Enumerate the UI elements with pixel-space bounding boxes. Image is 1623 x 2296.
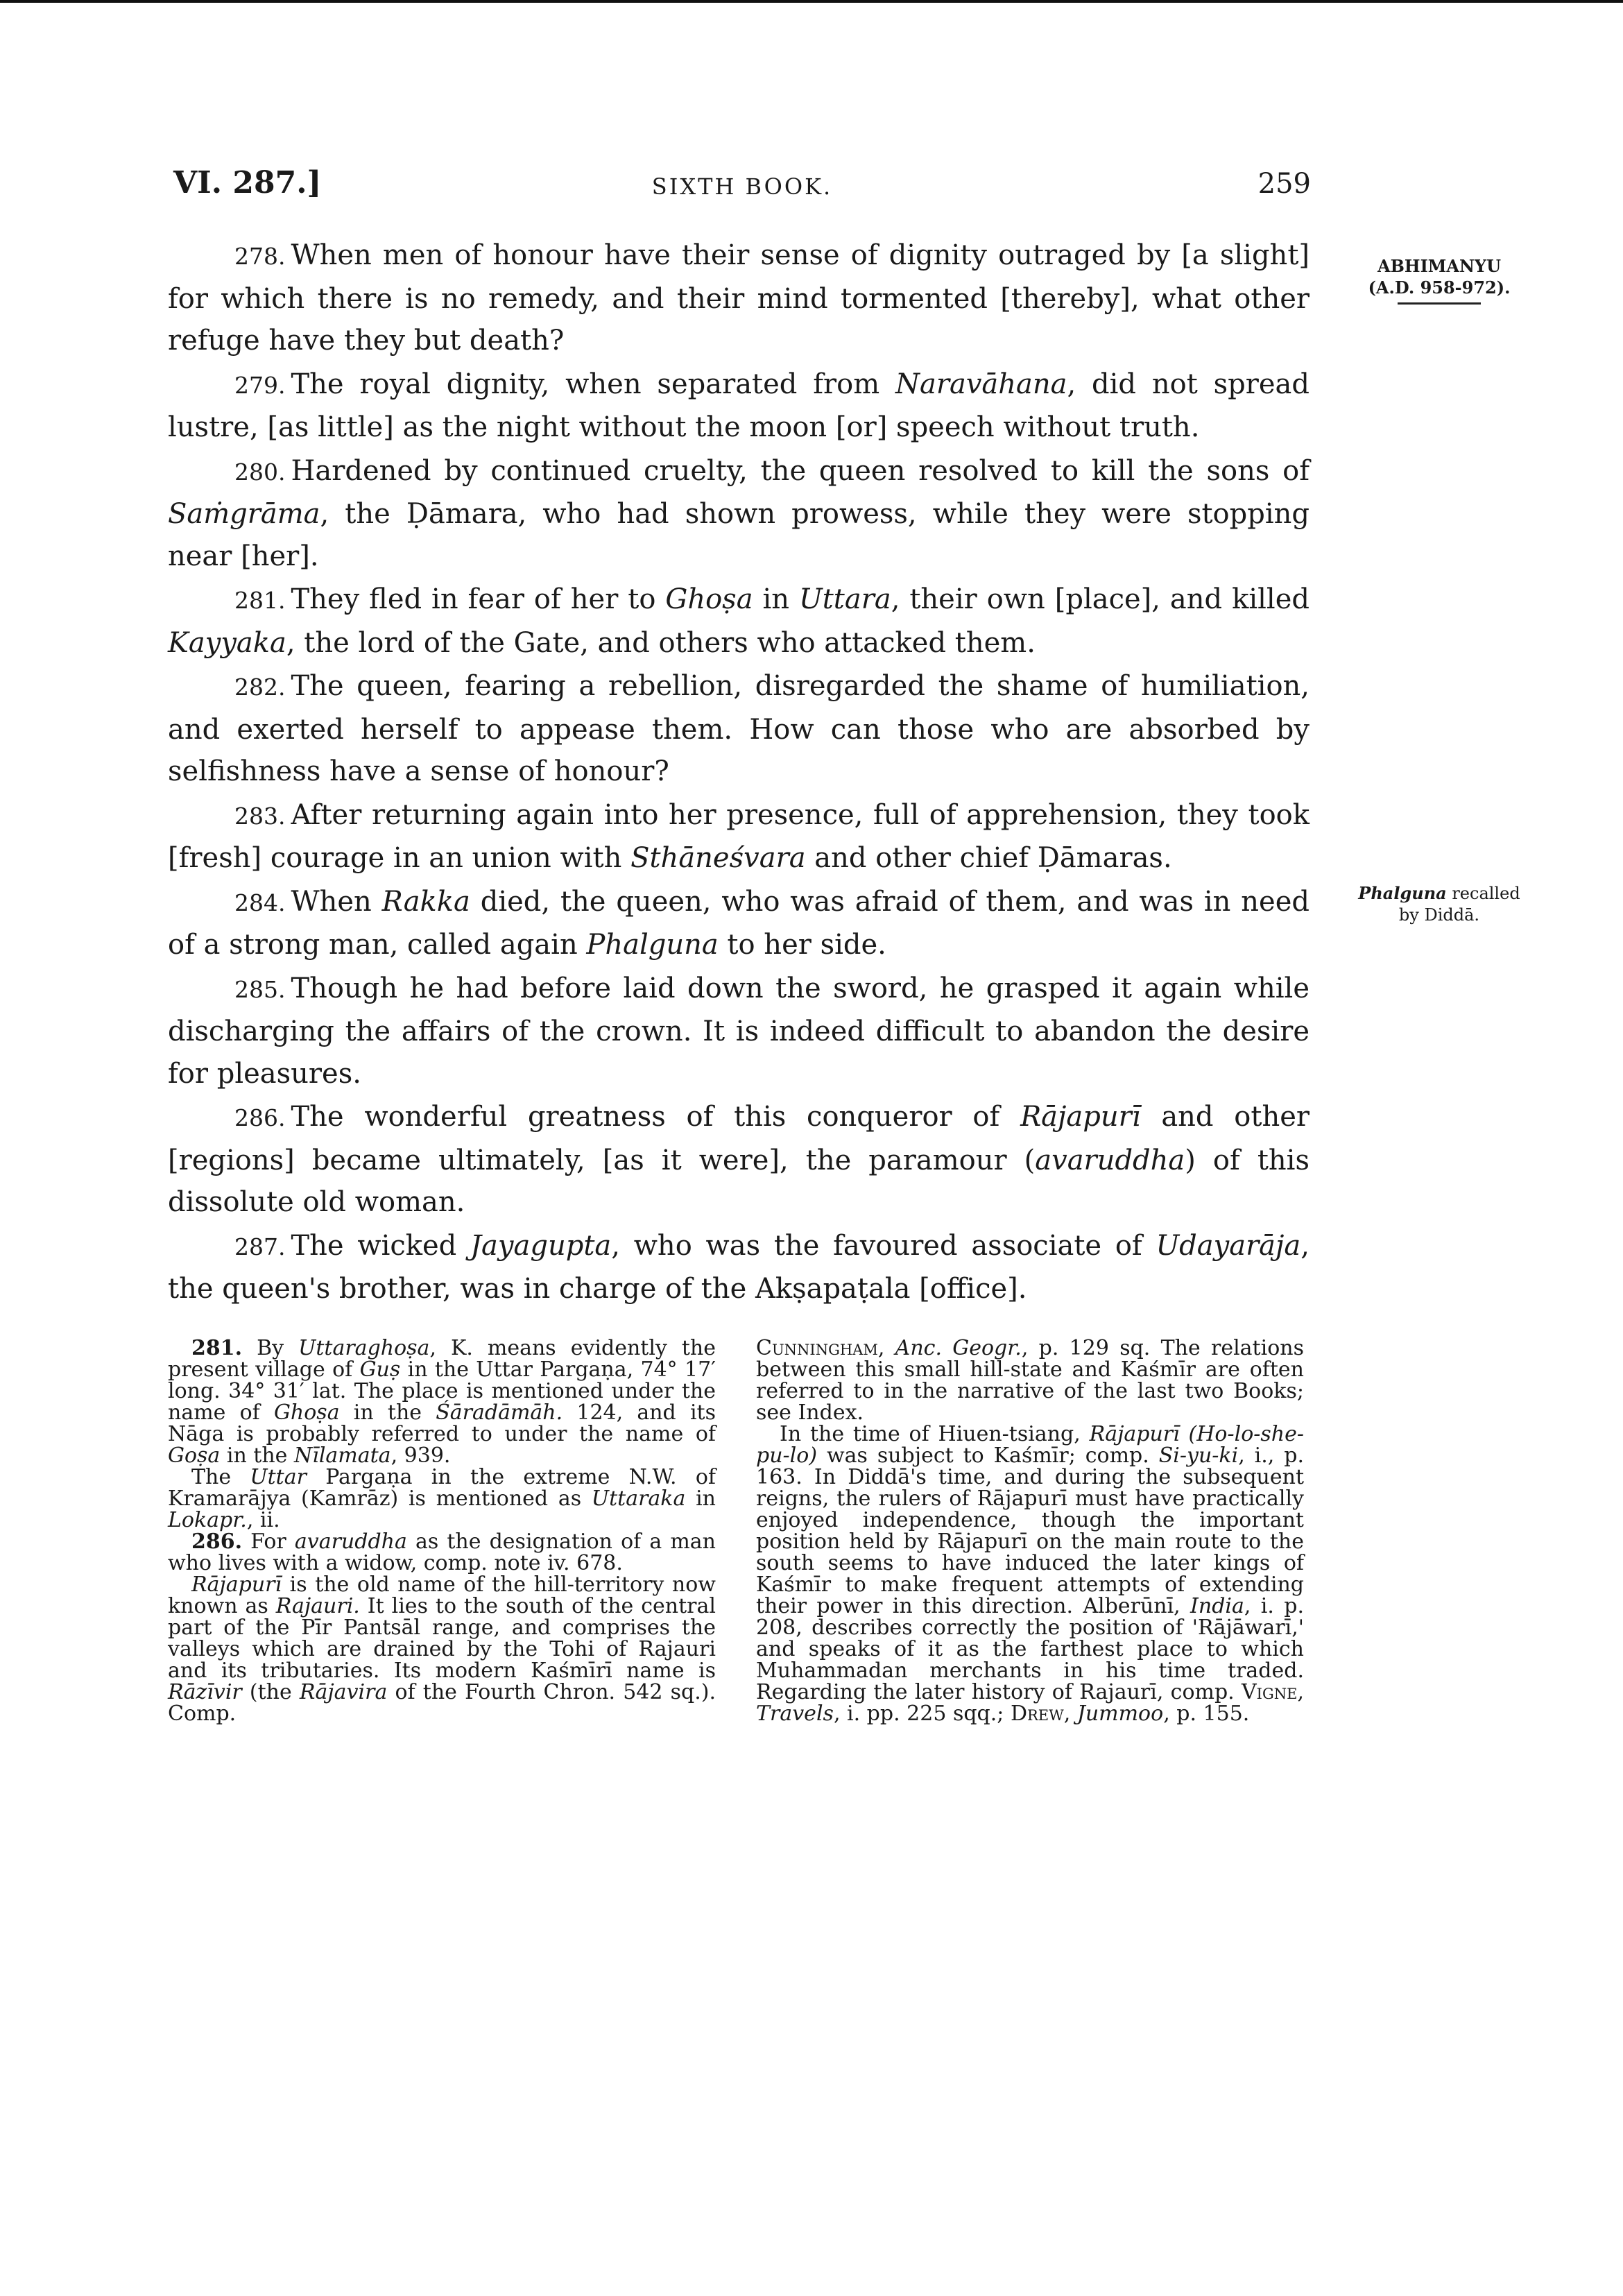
verse-name: Sthāneśvara (630, 842, 806, 874)
footnote-text: was subject to Kaśmīr; comp. (817, 1443, 1159, 1468)
footnote-text: 124, and its Nāga is probably referred to under the name of (168, 1400, 716, 1446)
verse-280 (168, 450, 1309, 578)
verse-text: and other chief Ḍāmaras. (805, 842, 1172, 874)
footnote-281 (168, 1337, 716, 1466)
verse-text: They fled in fear of her to (291, 583, 666, 615)
verse-text: ) of this dissolute old woman. (168, 1144, 1309, 1218)
verse-287 (168, 1225, 1309, 1310)
verse-text: , the queen's brother, was in charge of the Akṣapaṭala [office]. (168, 1229, 1309, 1305)
margin-note-phalguna (1352, 882, 1526, 926)
verse-name: Phalguna (586, 929, 719, 961)
margin-note-dates: (A.D. 958-972). (1368, 277, 1511, 298)
verse-name: Jayagupta (470, 1229, 612, 1262)
footnote-name: Rājapurī (Ho-lo-she-pu-lo) (756, 1422, 1304, 1468)
verse-text: When (291, 885, 382, 918)
footnote-text: For (242, 1530, 295, 1554)
footnote-name: Uttar (250, 1465, 307, 1489)
footnote-name: Śāradāmāh. (436, 1400, 563, 1425)
verse-text: , did not spread lustre, [as little] as the night without the moon [or] speech without truth. (168, 368, 1309, 443)
footnote-name: Nīlamata (293, 1443, 391, 1468)
verse-text: When men of honour have their sense of dignity outraged by [a slight] for which there is no remedy, and their mind tormented [thereby], what other refuge have they but death? (168, 239, 1309, 357)
footnote-text: , K. means evidently the present village of (168, 1336, 716, 1382)
verse-text: The wicked (291, 1229, 471, 1262)
page-header (173, 165, 1311, 209)
footnote-name: Guṣ (359, 1357, 401, 1382)
footnote-name: Rāzīvir (168, 1680, 242, 1704)
footnote-title: Travels (756, 1702, 834, 1726)
verse-text: , the lord of the Gate, and others who attacked them. (286, 626, 1036, 659)
running-title: SIXTH BOOK. (651, 173, 833, 200)
footnote-text: In the time of Hiuen-tsiang, (780, 1422, 1090, 1446)
footnote-title: India (1190, 1594, 1244, 1618)
verse-278 (168, 234, 1309, 362)
footnote-term: avaruddha (294, 1530, 407, 1554)
verse-text: , the Ḍāmara, who had shown prowess, while they were stopping near [her]. (168, 498, 1309, 572)
footnote-text: , p. 155. (1163, 1702, 1250, 1726)
footnote-name: Uttaraka (591, 1487, 686, 1511)
footnote-text: as the designation of a man who lives with a widow, comp. note iv. 678. (168, 1530, 716, 1575)
footnote-286-history (756, 1423, 1304, 1724)
footnote-author: Vigne, (1242, 1680, 1304, 1704)
footnote-column-left (168, 1337, 716, 1724)
main-text (168, 234, 1309, 1312)
footnote-text: , p. 129 sq. The relations between this small hill-state and Kaśmīr are often referred to in the narrative of the last two Books; see Index. (756, 1336, 1304, 1425)
footnote-286 (168, 1531, 716, 1574)
verse-term: avaruddha (1035, 1144, 1185, 1176)
footnote-number: 286. (191, 1530, 243, 1554)
verse-text: and other [regions] became ultimately, [as it were], the paramour ( (168, 1101, 1309, 1176)
footnote-text: is the old name of the hill-territory now known as (168, 1573, 716, 1618)
verse-text: to her side. (718, 929, 886, 961)
footnote-text: , i., p. 163. In Diddā's time, and during the subsequent reigns, the rulers of Rājapurī must have practically enjoyed independence, though the important position held by Rājapurī on the main route to the south seems to have induced the later kings of Kaśmīr to make frequent attempts of extending their power in this direction. Alberūnī, (756, 1443, 1304, 1618)
footnote-name: Uttaraghoṣa (298, 1336, 430, 1360)
verse-text: Though he had before laid down the sword, he grasped it again while discharging the affairs of the crown. It is indeed difficult to abandon the desire for pleasures. (168, 972, 1309, 1090)
footnote-text: It lies to the south of the central part of the Pīr Pantsāl range, and comprises the valleys which are drained by the Tohi of Rajauri and its tributaries. Its modern Kaśmīrī name is (168, 1594, 716, 1683)
verse-279 (168, 363, 1309, 449)
footnote-title: Si-yu-ki (1158, 1443, 1239, 1468)
verse-name: Uttara (799, 583, 891, 615)
footnote-name: Rājapurī (191, 1573, 282, 1597)
margin-note-text: recalled (1446, 884, 1520, 903)
footnote-text: in the (339, 1400, 436, 1425)
footnote-name: Ghoṣa (273, 1400, 340, 1425)
footnote-text: , ii. (246, 1508, 280, 1532)
footnote-author: Drew, (1010, 1702, 1071, 1726)
verse-number: 283. (234, 802, 286, 830)
footnote-286-cont (756, 1337, 1304, 1423)
verse-number: 285. (234, 975, 286, 1003)
verse-text: After returning again into her presence, full of apprehension, they took [fresh] courage in an union with (168, 798, 1309, 874)
section-reference: VI. 287.] (173, 165, 322, 200)
footnote-name: Rājavira (299, 1680, 388, 1704)
margin-note-name: ABHIMANYU (1377, 256, 1501, 276)
margin-note-name: Phalguna (1358, 883, 1447, 903)
footnote-text: , i. pp. 225 sqq.; (833, 1702, 1011, 1726)
verse-number: 286. (234, 1104, 286, 1131)
verse-name: Udayarāja (1156, 1229, 1301, 1262)
margin-note-text: by Diddā. (1398, 905, 1480, 925)
footnote-text: in (685, 1487, 716, 1511)
verse-number: 282. (234, 674, 286, 701)
verse-text: in (753, 583, 799, 615)
verse-name: Kayyaka (168, 626, 286, 659)
verse-text: died, the queen, who was afraid of them, and was in need of a strong man, called again (168, 885, 1310, 961)
verse-name: Saṁgrāma (168, 498, 320, 530)
footnote-title: Jummoo (1076, 1702, 1164, 1726)
footnote-name: Goṣa (168, 1443, 221, 1468)
footnote-text: in the (220, 1443, 294, 1468)
verse-text: Hardened by continued cruelty, the queen resolved to kill the sons of (291, 454, 1309, 487)
verse-name: Ghoṣa (665, 583, 753, 615)
footnote-281-cont (168, 1466, 716, 1531)
verse-name: Rājapurī (1020, 1101, 1141, 1133)
verse-text: The royal dignity, when separated from (291, 368, 895, 400)
verse-285 (168, 968, 1309, 1095)
verse-281 (168, 579, 1309, 664)
footnote-column-right (756, 1337, 1304, 1724)
verse-284 (168, 881, 1309, 966)
footnote-text: Pargaṇa in the extreme N.W. of Kramarājya (Kamrāz) is mentioned as (168, 1465, 716, 1511)
verse-number: 281. (234, 587, 286, 614)
footnote-number: 281. (191, 1336, 243, 1360)
verse-282 (168, 665, 1309, 793)
footnote-text: By (242, 1336, 299, 1360)
footnote-text: , 939. (390, 1443, 451, 1468)
verse-number: 280. (234, 458, 286, 486)
verse-number: 284. (234, 889, 286, 916)
verse-283 (168, 794, 1309, 880)
top-rule (0, 0, 1623, 3)
verse-name: Rakka (381, 885, 470, 918)
verse-286 (168, 1096, 1309, 1224)
footnote-286-rajapuri (168, 1574, 716, 1724)
footnote-name: Lokapr. (168, 1508, 247, 1532)
page-number: 259 (1257, 168, 1311, 200)
verse-text: , their own [place], and killed (891, 583, 1309, 615)
footnote-text: , i. p. 208, describes correctly the position of 'Rājāwarī,' and speaks of it as the farthest place to which Muhammadan merchants in his time traded. Regarding the later history of Rajaurī, comp. (756, 1594, 1304, 1704)
footnote-text: (the (241, 1680, 300, 1704)
verse-number: 287. (234, 1233, 286, 1260)
footnote-text: in the Uttar Pargaṇa, 74° 17′ long. 34° 31′ lat. The place is mentioned under the name of (168, 1357, 716, 1425)
verse-number: 278. (234, 243, 286, 270)
verse-text: The queen, fearing a rebellion, disregarded the shame of humiliation, and exerted herself to appease them. How can those who are absorbed by selfishness have a sense of honour? (168, 670, 1309, 787)
margin-note-abhimanyu (1352, 255, 1526, 305)
verse-text: , who was the favoured associate of (611, 1229, 1156, 1262)
verse-text: The wonderful greatness of this conqueror of (291, 1101, 1021, 1133)
footnote-text: of the Fourth Chron. 542 sq.). Comp. (168, 1680, 716, 1726)
footnote-text: The (191, 1465, 250, 1489)
footnote-title: Anc. Geogr. (895, 1336, 1022, 1360)
footnote-author: Cunningham, (756, 1336, 885, 1360)
verse-number: 279. (234, 371, 286, 399)
verse-name: Naravāhana (895, 368, 1067, 400)
footnote-name: Rajauri. (275, 1594, 360, 1618)
margin-note-rule (1398, 302, 1481, 305)
